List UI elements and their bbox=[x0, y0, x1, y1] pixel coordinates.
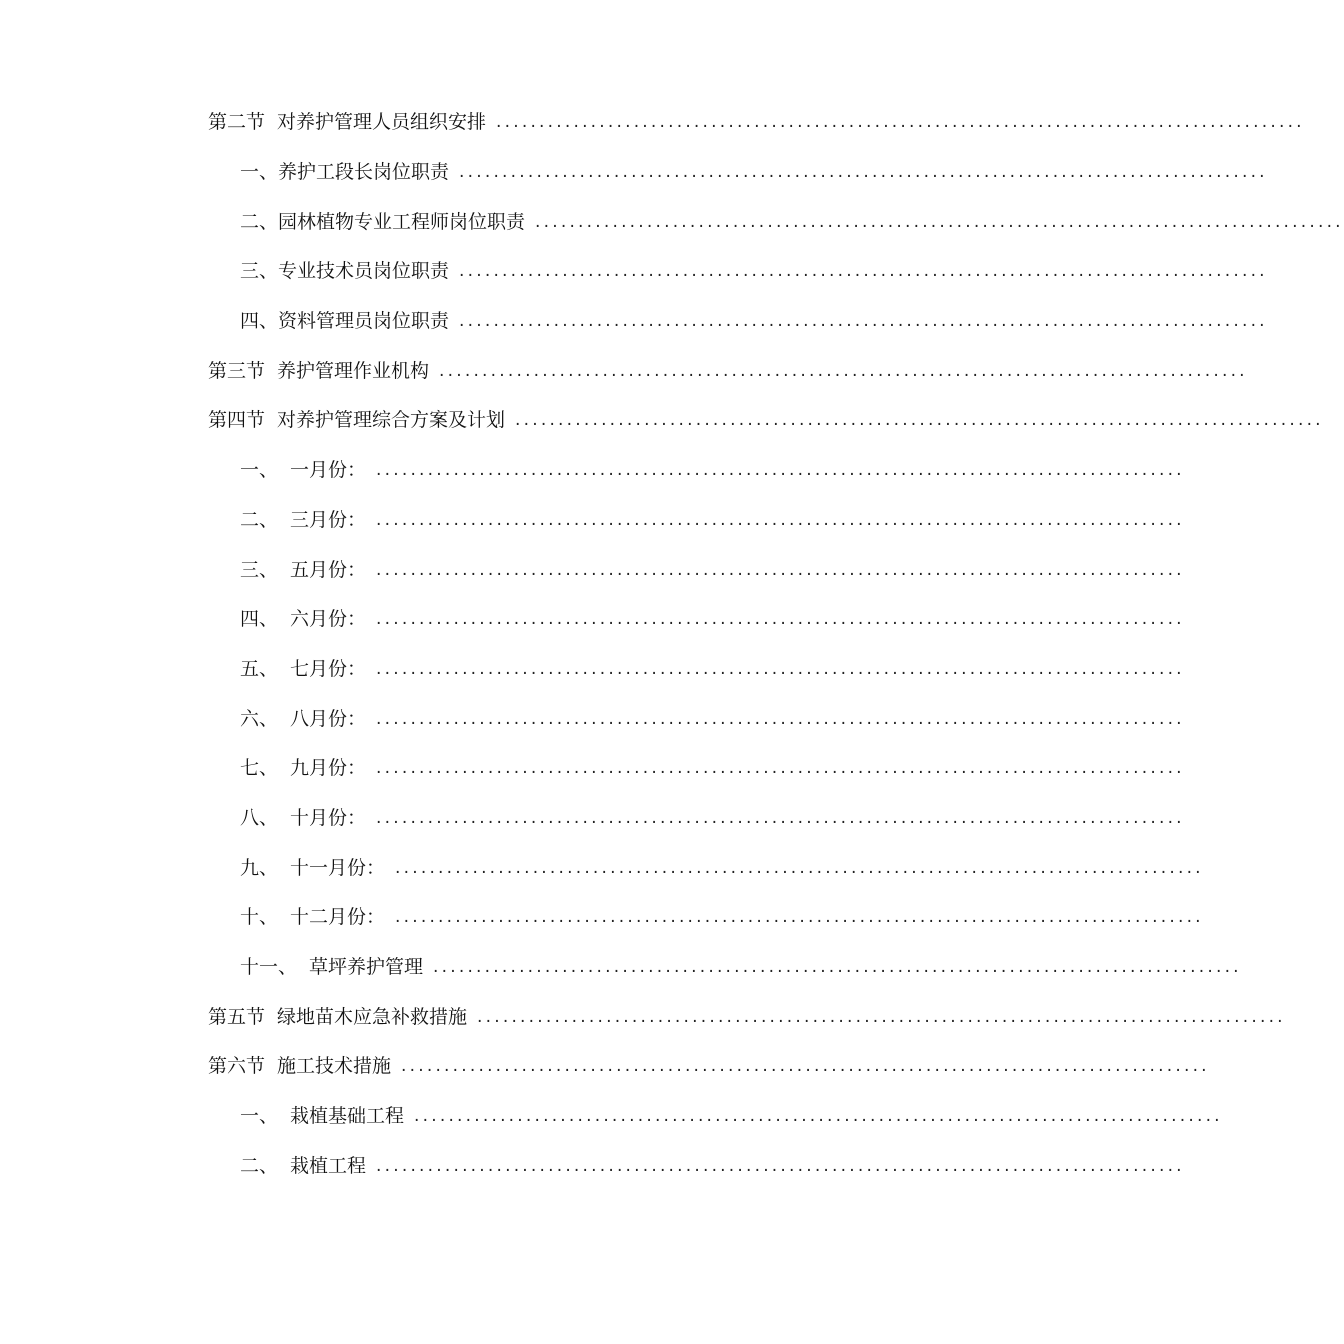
dot-leader: .............................................................................................. bbox=[376, 1155, 1185, 1176]
entry-number: 第二节 bbox=[208, 111, 266, 134]
toc-entry[interactable] bbox=[0, 744, 1185, 794]
dot-leader: .............................................................................................. bbox=[376, 559, 1185, 580]
toc-entry[interactable] bbox=[0, 843, 1204, 893]
entry-number: 七、 bbox=[240, 757, 279, 780]
entry-title: 资料管理员岗位职责 bbox=[278, 310, 450, 333]
entry-number: 十、 bbox=[240, 906, 279, 929]
entry-number: 二、 bbox=[240, 210, 279, 233]
toc-entry[interactable] bbox=[0, 794, 1185, 844]
entry-number: 第三节 bbox=[208, 359, 266, 382]
toc-entry[interactable] bbox=[0, 197, 1344, 247]
dot-leader: .............................................................................................. bbox=[515, 410, 1324, 431]
dot-leader: .............................................................................................. bbox=[459, 162, 1268, 183]
toc-entry[interactable] bbox=[0, 893, 1204, 943]
entry-title: 十一月份： bbox=[290, 856, 386, 879]
toc-entry[interactable] bbox=[0, 346, 1248, 396]
toc-entry[interactable] bbox=[0, 1092, 1223, 1142]
entry-number: 第六节 bbox=[208, 1055, 266, 1078]
entry-title: 养护工段长岗位职责 bbox=[278, 161, 450, 184]
dot-leader: .............................................................................................. bbox=[439, 360, 1248, 381]
entry-number: 四、 bbox=[240, 310, 279, 333]
entry-number: 第五节 bbox=[208, 1005, 266, 1028]
entry-number: 二、 bbox=[240, 1154, 279, 1177]
dot-leader: .............................................................................................. bbox=[459, 261, 1268, 282]
dot-leader: .............................................................................................. bbox=[376, 658, 1185, 679]
entry-title: 园林植物专业工程师岗位职责 bbox=[278, 210, 526, 233]
dot-leader: .............................................................................................. bbox=[376, 509, 1185, 530]
dot-leader: .............................................................................................. bbox=[395, 857, 1204, 878]
entry-title: 绿地苗木应急补救措施 bbox=[277, 1005, 468, 1028]
toc-entry[interactable] bbox=[0, 992, 1286, 1042]
entry-number: 八、 bbox=[240, 806, 279, 829]
dot-leader: .............................................................................................. bbox=[376, 758, 1185, 779]
toc-entry[interactable] bbox=[0, 645, 1185, 695]
entry-number: 五、 bbox=[240, 657, 279, 680]
table-of-contents bbox=[0, 98, 1344, 1191]
entry-number: 三、 bbox=[240, 260, 279, 283]
toc-entry[interactable] bbox=[0, 446, 1185, 496]
dot-leader: .............................................................................................. bbox=[535, 211, 1344, 232]
toc-entry[interactable] bbox=[0, 545, 1185, 595]
entry-number: 三、 bbox=[240, 558, 279, 581]
toc-entry[interactable] bbox=[0, 1042, 1210, 1092]
entry-title: 三月份： bbox=[290, 508, 367, 531]
entry-number: 一、 bbox=[240, 161, 279, 184]
entry-title: 专业技术员岗位职责 bbox=[278, 260, 450, 283]
entry-title: 十月份： bbox=[290, 806, 367, 829]
toc-entry[interactable] bbox=[0, 496, 1185, 546]
dot-leader: .............................................................................................. bbox=[433, 957, 1242, 978]
toc-entry[interactable] bbox=[0, 595, 1185, 645]
toc-entry[interactable] bbox=[0, 247, 1268, 297]
entry-title: 八月份： bbox=[290, 707, 367, 730]
entry-title: 十二月份： bbox=[290, 906, 386, 929]
toc-entry[interactable] bbox=[0, 396, 1324, 446]
entry-number: 十一、 bbox=[240, 956, 298, 979]
toc-entry[interactable] bbox=[0, 297, 1268, 347]
entry-title: 草坪养护管理 bbox=[309, 956, 424, 979]
dot-leader: .............................................................................................. bbox=[376, 708, 1185, 729]
toc-entry[interactable] bbox=[0, 694, 1185, 744]
entry-title: 五月份： bbox=[290, 558, 367, 581]
entry-number: 一、 bbox=[240, 459, 279, 482]
dot-leader: .............................................................................................. bbox=[496, 112, 1305, 133]
entry-number: 九、 bbox=[240, 856, 279, 879]
toc-entry[interactable] bbox=[0, 943, 1242, 993]
entry-number: 四、 bbox=[240, 608, 279, 631]
entry-title: 施工技术措施 bbox=[277, 1055, 392, 1078]
entry-title: 六月份： bbox=[290, 608, 367, 631]
entry-title: 栽植工程 bbox=[290, 1154, 367, 1177]
entry-number: 第四节 bbox=[208, 409, 266, 432]
dot-leader: .............................................................................................. bbox=[376, 460, 1185, 481]
dot-leader: .............................................................................................. bbox=[459, 311, 1268, 332]
entry-title: 一月份： bbox=[290, 459, 367, 482]
entry-title: 对养护管理人员组织安排 bbox=[277, 111, 487, 134]
dot-leader: .............................................................................................. bbox=[376, 609, 1185, 630]
entry-title: 对养护管理综合方案及计划 bbox=[277, 409, 506, 432]
toc-entry[interactable] bbox=[0, 1141, 1185, 1191]
toc-entry[interactable] bbox=[0, 148, 1268, 198]
entry-title: 养护管理作业机构 bbox=[277, 359, 430, 382]
entry-title: 九月份： bbox=[290, 757, 367, 780]
entry-number: 六、 bbox=[240, 707, 279, 730]
toc-entry[interactable] bbox=[0, 98, 1305, 148]
entry-number: 二、 bbox=[240, 508, 279, 531]
dot-leader: .............................................................................................. bbox=[376, 807, 1185, 828]
dot-leader: .............................................................................................. bbox=[395, 907, 1204, 928]
dot-leader: .............................................................................................. bbox=[401, 1056, 1210, 1077]
entry-number: 一、 bbox=[240, 1105, 279, 1128]
dot-leader: .............................................................................................. bbox=[414, 1106, 1223, 1127]
dot-leader: .............................................................................................. bbox=[477, 1006, 1286, 1027]
entry-title: 七月份： bbox=[290, 657, 367, 680]
entry-title: 栽植基础工程 bbox=[290, 1105, 405, 1128]
